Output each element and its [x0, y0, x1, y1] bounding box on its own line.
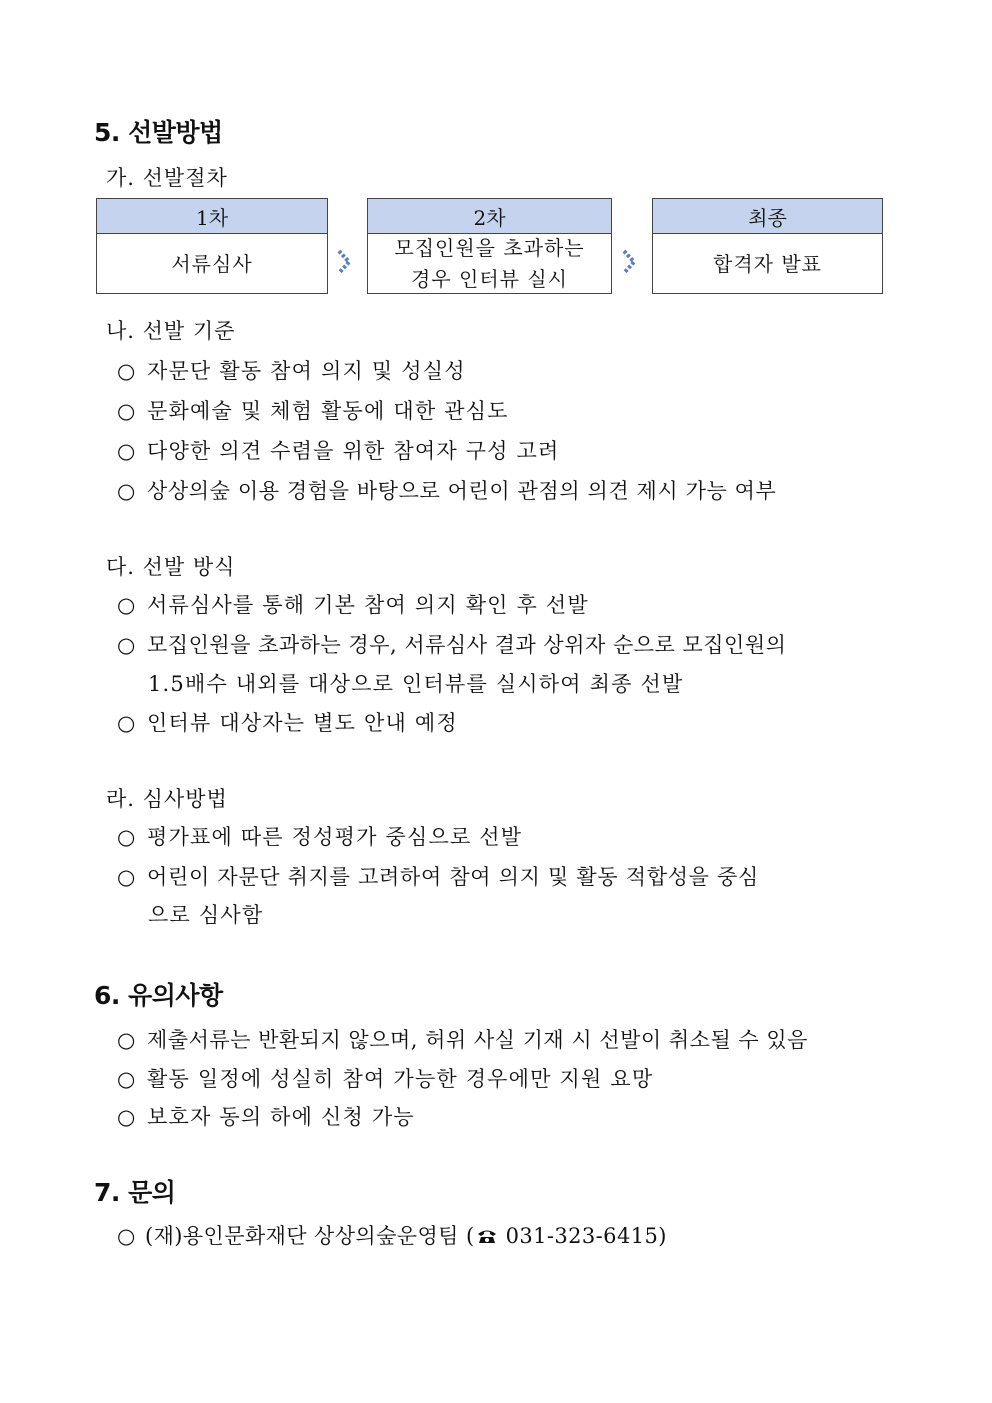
list-item: ○ 자문단 활동 참여 의지 및 성실성: [117, 359, 466, 383]
list-item: ○ 다양한 의견 수렴을 위한 참여자 구성 고려: [117, 439, 560, 463]
subsection-ra-title: 라. 심사방법: [106, 787, 228, 811]
list-item: ○ 문화예술 및 체험 활동에 대한 관심도: [117, 399, 509, 423]
list-item: ○ 활동 일정에 성실히 참여 가능한 경우에만 지원 요망: [117, 1067, 654, 1091]
step-1-body: 서류심사: [171, 251, 253, 276]
contact-number: 031-323-6415): [498, 1224, 667, 1248]
subsection-ga-title: 가. 선발절차: [106, 166, 228, 190]
list-item: ○ 서류심사를 통해 기본 참여 의지 확인 후 선발: [117, 593, 589, 617]
step-2-box: [367, 198, 612, 294]
contact-org: (재)용인문화재단 상상의숲운영팀 (: [145, 1224, 475, 1248]
step-2-body-line1: 모집인원을 초과하는: [394, 235, 585, 260]
telephone-icon: [477, 1228, 497, 1244]
step-1-header: 1차: [97, 199, 327, 234]
contact-line: ○ (재)용인문화재단 상상의숲운영팀 ( 031-323-6415): [117, 1224, 667, 1248]
list-item: ○ 모집인원을 초과하는 경우, 서류심사 결과 상위자 순으로 모집인원의: [117, 633, 787, 657]
step-3-body: 합격자 발표: [713, 251, 822, 276]
list-item: ○ 상상의숲 이용 경험을 바탕으로 어린이 관점의 의견 제시 가능 여부: [117, 479, 777, 503]
step-2-body-line2: 경우 인터뷰 실시: [411, 266, 568, 291]
subsection-da-title: 다. 선발 방식: [106, 555, 236, 579]
step-2-body: [368, 234, 611, 293]
section-6-title: 6. 유의사항: [94, 981, 223, 1010]
list-item: ○ 보호자 동의 하에 신청 가능: [117, 1105, 415, 1129]
arrow-right-icon: [621, 248, 639, 276]
section-5-title: 5. 선발방법: [94, 118, 223, 147]
list-item: ○ 어린이 자문단 취지를 고려하여 참여 의지 및 활동 적합성을 중심: [117, 865, 760, 889]
arrow-right-icon: [336, 248, 354, 276]
step-3-header: 최종: [653, 199, 882, 234]
section-7-title: 7. 문의: [94, 1178, 176, 1207]
step-2-header: 2차: [368, 199, 611, 234]
list-item: ○ 인터뷰 대상자는 별도 안내 예정: [117, 711, 458, 735]
step-3-box: [652, 198, 883, 294]
list-item-continuation: 으로 심사함: [148, 903, 264, 927]
step-1-box: [96, 198, 328, 294]
list-item: ○ 제출서류는 반환되지 않으며, 허위 사실 기재 시 선발이 취소될 수 있음: [117, 1028, 808, 1052]
list-item: ○ 평가표에 따른 정성평가 중심으로 선발: [117, 825, 523, 849]
subsection-na-title: 나. 선발 기준: [106, 319, 236, 343]
list-item-continuation: 1.5배수 내외를 대상으로 인터뷰를 실시하여 최종 선발: [148, 672, 684, 696]
